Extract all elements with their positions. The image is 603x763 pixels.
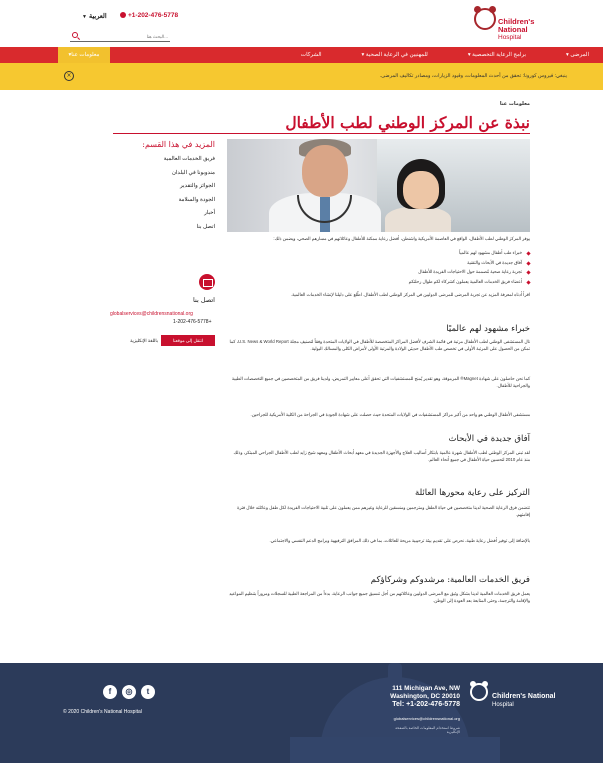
paragraph-experts-2: كما نحن حاصلون على شهادة Magnet® المرموقة، وهو تقدير يُمنح للمستشفيات التي تحقق أعلى معايير التمريض، ولدينا فريق من المتخصصين في جميع التخصصات الطبية والجراحية للأطفال. xyxy=(231,376,530,388)
search-input[interactable] xyxy=(82,31,168,41)
alert-text[interactable]: ينبغي: فيروس كورونا: تحقق من أحدث المعلومات، وقيود الزيارات، ومصادر تكاليف المرضى. xyxy=(379,73,567,79)
footer-phone[interactable]: Tel: +1-202-476-5778 xyxy=(392,701,460,708)
nav-item-patients[interactable]: ▾ المرضى xyxy=(566,52,589,58)
site-header xyxy=(0,0,603,47)
language-label: العربية xyxy=(88,13,107,20)
header-phone-number: +1-202-476-5778 xyxy=(128,12,179,19)
instagram-icon[interactable]: ◎ xyxy=(122,685,136,699)
twitter-icon[interactable]: t xyxy=(141,685,155,699)
logo-line1: Children's National xyxy=(498,17,535,34)
footer-logo-line2: Hospital xyxy=(492,702,514,708)
close-icon[interactable]: × xyxy=(64,71,74,81)
section-heading-family-care: التركيز على رعاية محورها العائلة xyxy=(415,488,530,498)
paragraph-care-1: تتضمن فرق الرعاية الصحية لدينا متخصصين في حياة الطفل ومترجمين ومنسقين للرعاية وغيرهم ممن يعملون على تلبية الاحتياجات الفريدة لكل طفل وعائلته خلال فترة إقامتهم. xyxy=(237,505,530,517)
footer-logo-line1: Children's National xyxy=(492,693,556,700)
hospital-logo[interactable] xyxy=(474,8,534,42)
list-item: خبراء طب أطفال مشهود لهم عالمياً xyxy=(227,250,530,260)
section-heading-experts: خبراء مشهود لهم عالميًا xyxy=(446,324,530,334)
main-nav xyxy=(0,47,603,63)
paragraph-care-2: بالإضافة إلى توفير أفضل رعاية طبية، نحرص على تقديم بيئة ترحيبية مريحة للعائلات، بما في ذلك المرافق الترفيهية وبرامج الدعم النفسي والاجتماعي. xyxy=(269,538,530,543)
bear-logo-icon xyxy=(470,683,488,701)
phone-icon xyxy=(120,12,126,18)
language-switcher[interactable] xyxy=(82,12,107,20)
footer-links[interactable]: شروط استخدام المعلومات الخاصة بالصفحة الإنكليزية xyxy=(395,726,460,734)
site-footer xyxy=(0,663,603,763)
english-site-note: باللغة الإنكليزية xyxy=(130,338,158,343)
logo-line2: Hospital xyxy=(498,34,522,41)
sidebar-list xyxy=(110,156,215,238)
paragraph-research: لقد تبنى المركز الوطني لطب الأطفال شهرة عالمية بابتكار أساليب العلاج والأجهزة الجديدة في معهد أبحاث الأطفال ومعهد شيخ زايد لطب الأطفال الجراحي المبتكر، وذلك منذ عام 2010 لتحسين حياة الأطفال في جميع أنحاء العالم. xyxy=(233,450,530,462)
nav-item-professionals[interactable]: ▾ للمهنيين في الرعاية الصحية xyxy=(361,52,428,58)
breadcrumb[interactable]: معلومات عنا xyxy=(499,101,530,107)
contact-heading: اتصل بنا xyxy=(193,296,215,304)
footer-address xyxy=(382,685,460,709)
sidebar-item-global-team[interactable]: فريق الخدمات العالمية xyxy=(163,156,215,162)
list-item: أعضاء فريق الخدمات العالمية يعملون كشركاء لكم طوال رحلتكم xyxy=(227,279,530,289)
paragraph-partners: يعمل فريق الخدمات العالمية لدينا بشكل وثيق مع المرضى الدوليين وعائلاتهم من أجل تنسيق جميع جوانب الرعاية، بدءاً من المراجعة الطبية للسجلات ومروراً بتنظيم المواعيد والإقامة والترجمة، وحتى المتابعة بعد العودة إلى الوطن. xyxy=(229,591,530,603)
sidebar-item-awards[interactable]: الجوائز والتقدير xyxy=(180,183,215,190)
search-icon[interactable] xyxy=(72,32,78,38)
address-line1: 111 Michigan Ave, NW xyxy=(392,685,460,692)
section-heading-research: آفاق جديدة في الأبحاث xyxy=(448,434,530,444)
nav-item-about-us[interactable]: ▾ معلومات عنا xyxy=(58,47,110,63)
footer-email[interactable]: globalservices@childrensnational.org xyxy=(393,716,460,721)
paragraph-experts-1: نال المستشفى الوطني لطب الأطفال مرتبة في قائمة الشرف لأفضل المراكز المتخصصة للأطفال في الولايات المتحدة وفقاً لتصنيف مجلة U.S. News & World Report، كما تمكن من الحصول على المرتبة الأولى في تخصص طب الأطفال حديثي الولادة والمرتبة الأولى لأمراض الكلى والمسالك البولية. xyxy=(229,339,530,351)
sidebar-item-news[interactable]: أخبار xyxy=(204,210,215,217)
page-title: نبذة عن المركز الوطني لطب الأطفال xyxy=(285,113,530,132)
list-item: آفاق جديدة في الأبحاث والتقنية xyxy=(227,260,530,270)
sidebar-item-contact[interactable]: اتصل بنا xyxy=(196,223,215,230)
contact-email[interactable]: globalservices@childrensnational.org xyxy=(110,311,193,317)
contact-phone[interactable]: +1-202-476-5778 xyxy=(173,319,212,325)
sidebar-heading: المزيد في هذا القسم: xyxy=(142,140,215,149)
list-item: تجربة رعاية صحية مُصممة حول الاحتياجات الفريدة للأطفال xyxy=(227,269,530,279)
mail-icon xyxy=(199,274,215,290)
chevron-down-icon: ▼ xyxy=(82,14,87,20)
hero-photo-doctor-and-child xyxy=(227,139,530,232)
header-phone[interactable] xyxy=(120,12,178,19)
doctor-figure xyxy=(302,145,348,197)
search-box xyxy=(70,31,170,42)
nav-item-specialty-programs[interactable]: ▾ برامج الرعاية التخصصية xyxy=(467,52,527,58)
sidebar-item-quality[interactable]: الجودة والسلامة xyxy=(178,196,215,203)
article-lead: يوفر المركز الوطني لطب الأطفال، الواقع في العاصمة الأمريكية واشنطن، أفضل رعاية ممكنة للأطفال وعائلاتهم في مسارهم الصحي، ويضمن ذلك: xyxy=(273,236,530,241)
social-links xyxy=(103,685,155,699)
article-intro2: اقرأ أدناه لمعرفة المزيد عن تجربة المرضى للمرضى الدوليين في المركز الوطني لطب الأطفال. اطّلع على دليلنا لإنشاء الخدمات العالمية. xyxy=(290,292,530,297)
bear-logo-icon xyxy=(474,8,496,30)
facebook-icon[interactable]: f xyxy=(103,685,117,699)
section-heading-partners: فريق الخدمات العالمية: مرشدوكم وشركاؤكم xyxy=(370,575,530,585)
footer-logo[interactable] xyxy=(470,683,556,711)
paragraph-experts-3: مستشفى الأطفال الوطني هو واحد من أكبر مراكز المستشفيات في الولايات المتحدة حيث حصلت على شهادة الجودة في الجراحة من الكلية الأمريكية للجراحين. xyxy=(250,412,530,417)
english-site-button[interactable]: انتقل إلى موقعنا xyxy=(161,335,215,346)
nav-item-partners[interactable]: الشركات xyxy=(300,52,322,58)
child-figure xyxy=(403,171,439,209)
covid-alert-banner xyxy=(0,63,603,90)
highlights-list xyxy=(227,250,530,288)
sidebar-item-country-reps[interactable]: مندوبونا في البلدان xyxy=(171,169,215,176)
address-line2: Washington, DC 20010 xyxy=(390,693,460,700)
title-divider xyxy=(113,133,530,134)
copyright: © 2020 Children's National Hospital xyxy=(63,709,142,715)
